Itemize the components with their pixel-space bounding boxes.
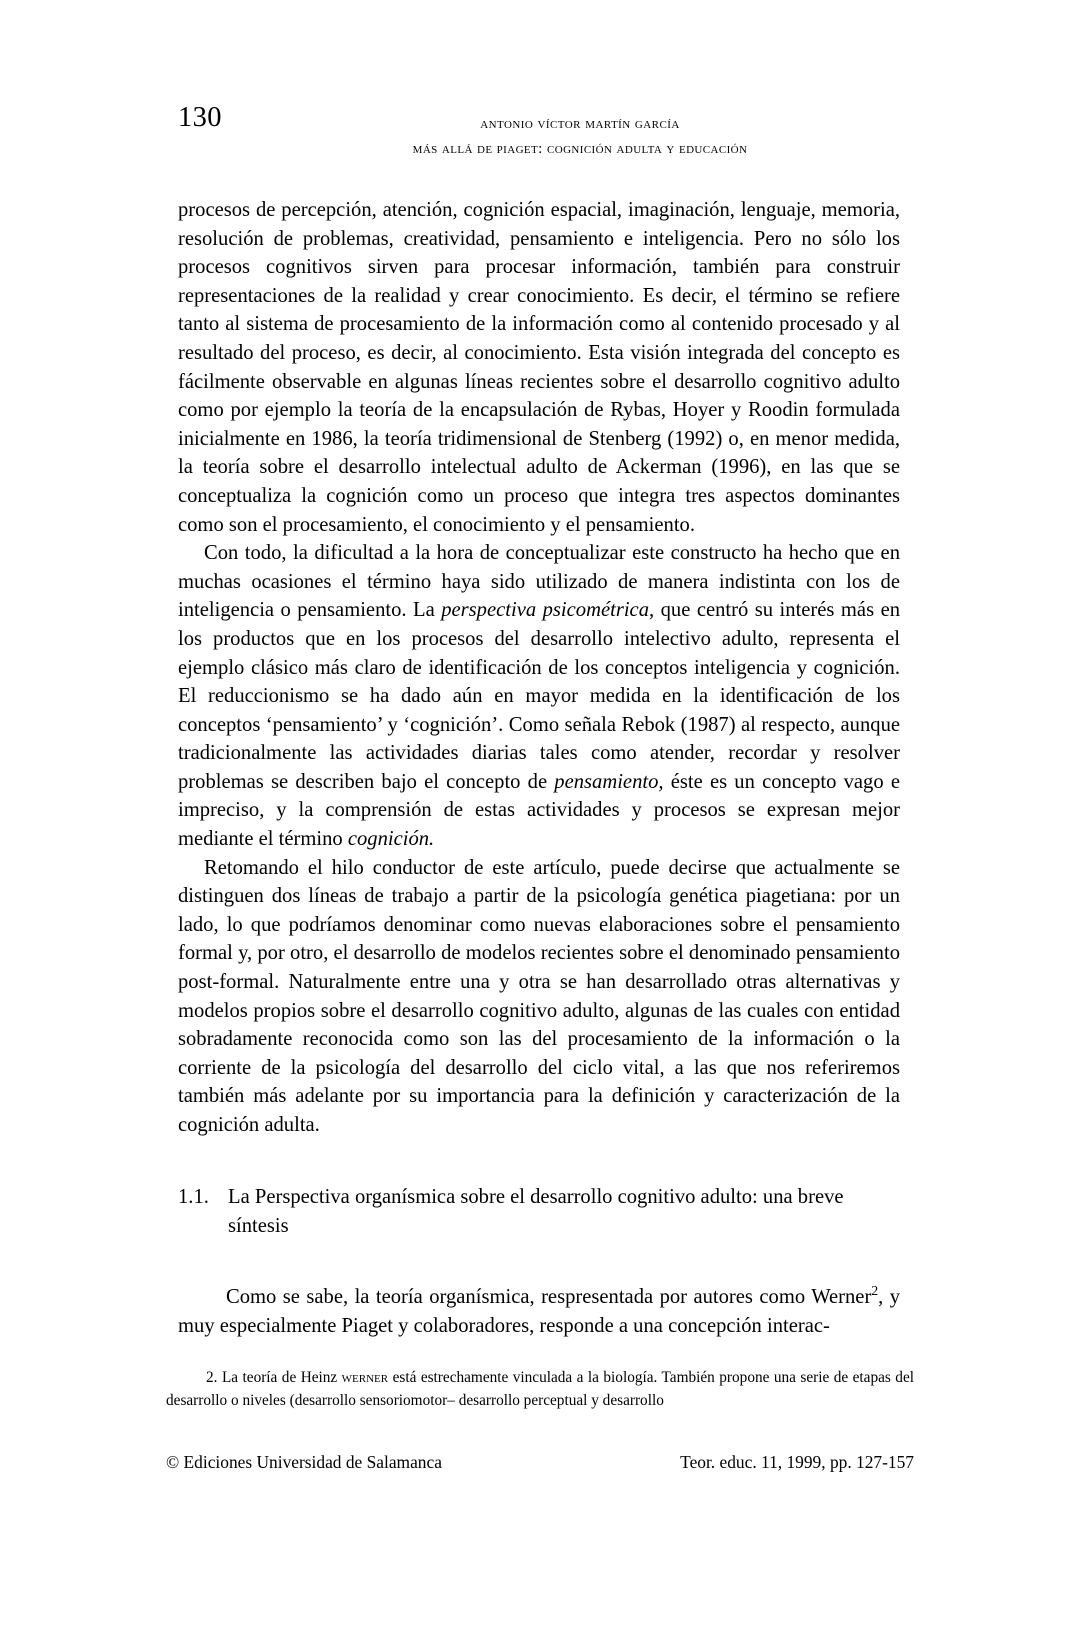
paragraph-1: [178, 196, 900, 539]
section-title-line-2: síntesis: [228, 1214, 289, 1237]
werner-text-a: Como se sabe, la teoría organísmica, respresentada por autores como Werner: [226, 1286, 872, 1308]
footnote-block: [166, 1366, 914, 1412]
paragraph-3-text: Retomando el hilo conductor de este artículo, puede decirse que actualmente se distinguen dos líneas de trabajo a partir de la psicología genética piagetiana: por un lado, lo que podríamos denominar como nuevas elaboraciones sobre el pensamiento formal y, por otro, el desarrollo de modelos recientes sobre el denominado pensamiento post-formal. Naturalmente entre una y otra se han desarrollado otras alternativas y modelos propios sobre el desarrollo cognitivo adulto, algunas de las cuales con entidad sobradamente reconocida como son las del procesamiento de la información o la corriente de la psicología del desarrollo del ciclo vital, a las que nos referiremos también más adelante por su importancia para la definición y caracterización de la cognición adulta.: [178, 856, 900, 1136]
footer-publisher: © Ediciones Universidad de Salamanca: [166, 1452, 442, 1472]
section-number: 1.1.: [178, 1186, 209, 1208]
running-head-title: más allá de piaget: cognición adulta y educación: [412, 139, 748, 157]
footer-citation: Teor. educ. 11, 1999, pp. 127-157: [680, 1452, 914, 1472]
page-number: 130: [178, 102, 222, 133]
section-title-line-1: La Perspectiva organísmica sobre el desarrollo cognitivo adulto: una breve: [228, 1186, 844, 1208]
footnote-reference-2[interactable]: 2: [871, 1283, 879, 1299]
werner-paragraph: [178, 1283, 900, 1340]
footnote-author-name: werner: [341, 1369, 389, 1386]
paragraph-1-text: procesos de percepción, atención, cognición espacial, imaginación, lenguaje, memoria, resolución de problemas, creatividad, pensamiento e inteligencia. Pero no sólo los procesos cognitivos sirven para procesar información, también para construir representaciones de la realidad y crear conocimiento. Es decir, el término se refiere tanto al sistema de procesamiento de la información como al contenido procesado y al resultado del proceso, es decir, al conocimiento. Esta visión integrada del concepto es fácilmente observable en algunas líneas recientes sobre el desarrollo cognitivo adulto como por ejemplo la teoría de la encapsulación de Rybas, Hoyer y Roodin formulada inicialmente en 1986, la teoría tridimensional de Stenberg (1992) o, en menor medida, la teoría sobre el desarrollo intelectual adulto de Ackerman (1996), en las que se conceptualiza la cognición como un proceso que integra tres aspectos dominantes como son el procesamiento, el conocimiento y el pensamiento.: [178, 199, 900, 536]
running-head-author: antonio víctor martín garcía: [480, 115, 680, 132]
werner-text-b: , y muy especialmente Piaget y colaboradores, responde a una concepción interac-: [178, 1286, 900, 1337]
paragraph-2: [178, 539, 900, 854]
footnote-text-a: La teoría de Heinz: [217, 1369, 342, 1386]
running-head-text: [180, 112, 980, 161]
term-perspectiva-psicometrica: perspectiva psicométrica,: [441, 599, 655, 622]
footnote-2: [166, 1366, 914, 1412]
body-text: [178, 196, 900, 1140]
werner-paragraph-block: [178, 1283, 900, 1340]
running-head: [0, 104, 1080, 174]
term-pensamiento: pensamiento,: [554, 770, 664, 793]
page-footer: [166, 1452, 914, 1473]
footnote-text-b: está estrechamente vinculada a la biología. También propone una serie de etapas del desarrollo o niveles (desarrollo sensoriomotor– desarrollo perceptual y desarrollo: [166, 1369, 914, 1410]
footnote-marker: 2.: [206, 1369, 218, 1386]
term-cognicion: cognición.: [347, 828, 435, 851]
section-heading: [178, 1183, 900, 1240]
paragraph-3: [178, 854, 900, 1140]
paragraph-2-text-a: Con todo, la dificultad a la hora de conceptualizar este constructo ha hecho que en muchas ocasiones el término haya sido utilizado de manera indistinta con los de inteligencia o pensamiento. La: [178, 542, 900, 622]
paragraph-2-text-c: éste es un concepto vago e impreciso, y la comprensión de estas actividades y procesos se expresan mejor mediante el término: [178, 770, 900, 851]
section-heading-first-line: [178, 1183, 900, 1212]
paragraph-2-text-b: que centró su interés más en los productos que en los procesos del desarrollo intelectivo adulto, representa el ejemplo clásico más claro de identificación de los conceptos inteligencia y cognición. El reduccionismo se ha dado aún en mayor medida en la identificación de los conceptos ‘pensamiento’ y ‘cognición’. Como señala Rebok (1987) al respecto, aunque tradicionalmente las actividades diarias tales como atender, recordar y resolver problemas se describen bajo el concepto de: [178, 599, 901, 793]
